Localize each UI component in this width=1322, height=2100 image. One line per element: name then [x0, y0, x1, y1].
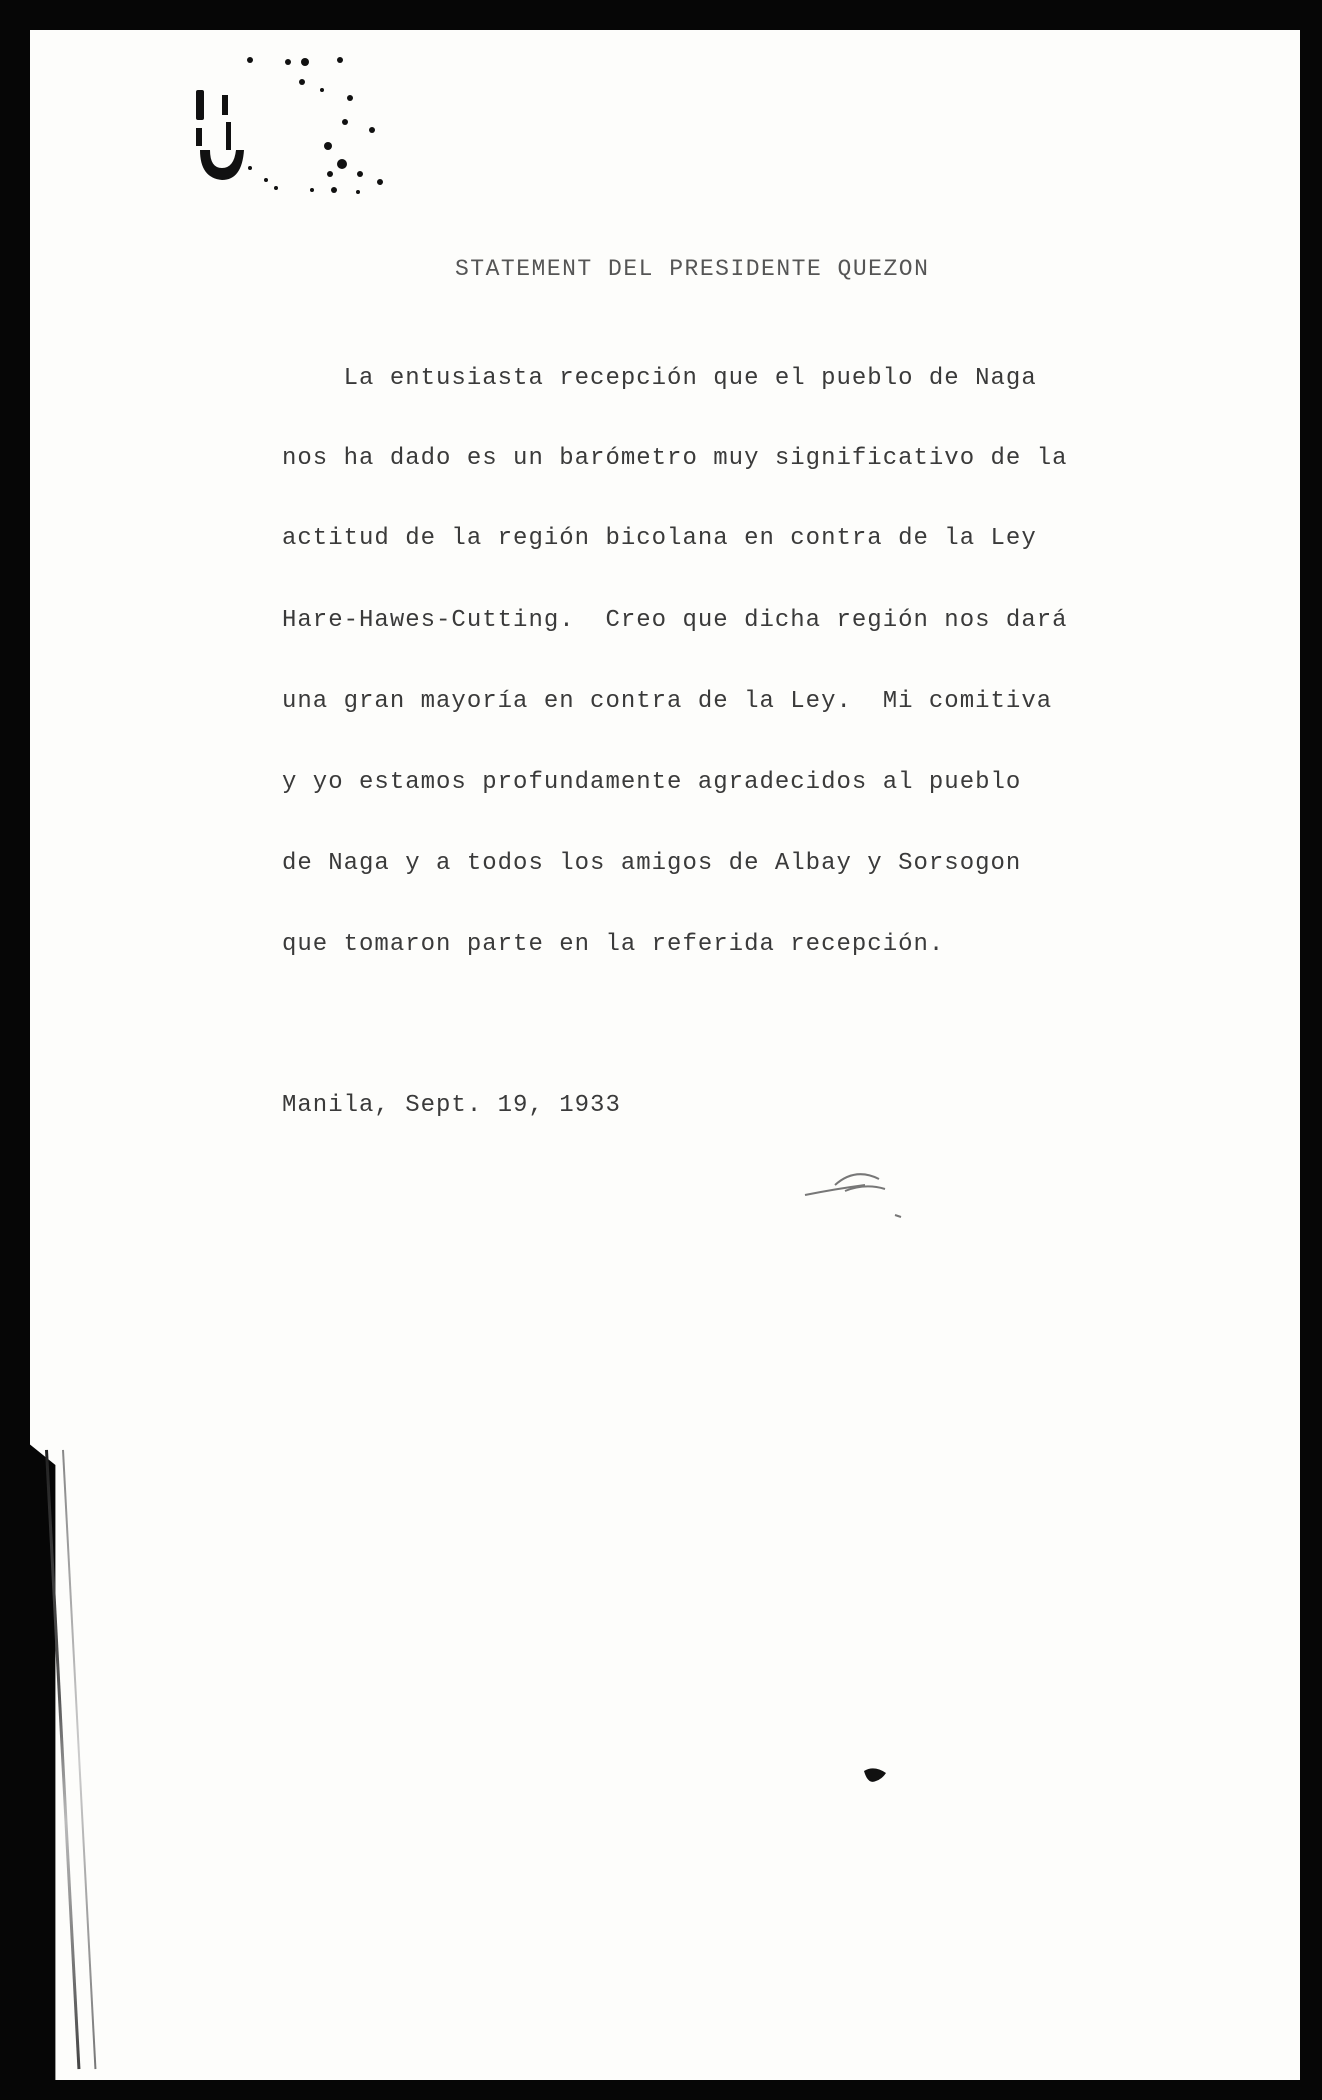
ink-blot-mark	[860, 1765, 890, 1789]
body-line: y yo estamos profundamente agradecidos al pueblo	[282, 769, 1022, 796]
document-title: STATEMENT DEL PRESIDENTE QUEZON	[455, 256, 930, 282]
body-line: Hare-Hawes-Cutting. Creo que dicha región nos dará	[282, 607, 1068, 634]
body-line: de Naga y a todos los amigos de Albay y Sorsogon	[282, 850, 1022, 877]
body-line: La entusiasta recepción que el pueblo de Naga	[282, 365, 1037, 392]
date-line: Manila, Sept. 19, 1933	[282, 1092, 621, 1119]
body-line: nos ha dado es un barómetro muy significativo de la	[282, 445, 1068, 472]
body-line: que tomaron parte en la referida recepción.	[282, 931, 945, 958]
body-line: actitud de la región bicolana en contra de la Ley	[282, 525, 1037, 552]
pencil-smudge-mark	[795, 1155, 935, 1235]
body-line: una gran mayoría en contra de la Ley. Mi comitiva	[282, 688, 1053, 715]
document-page	[30, 30, 1300, 2080]
ink-stamp-marks	[190, 50, 510, 210]
